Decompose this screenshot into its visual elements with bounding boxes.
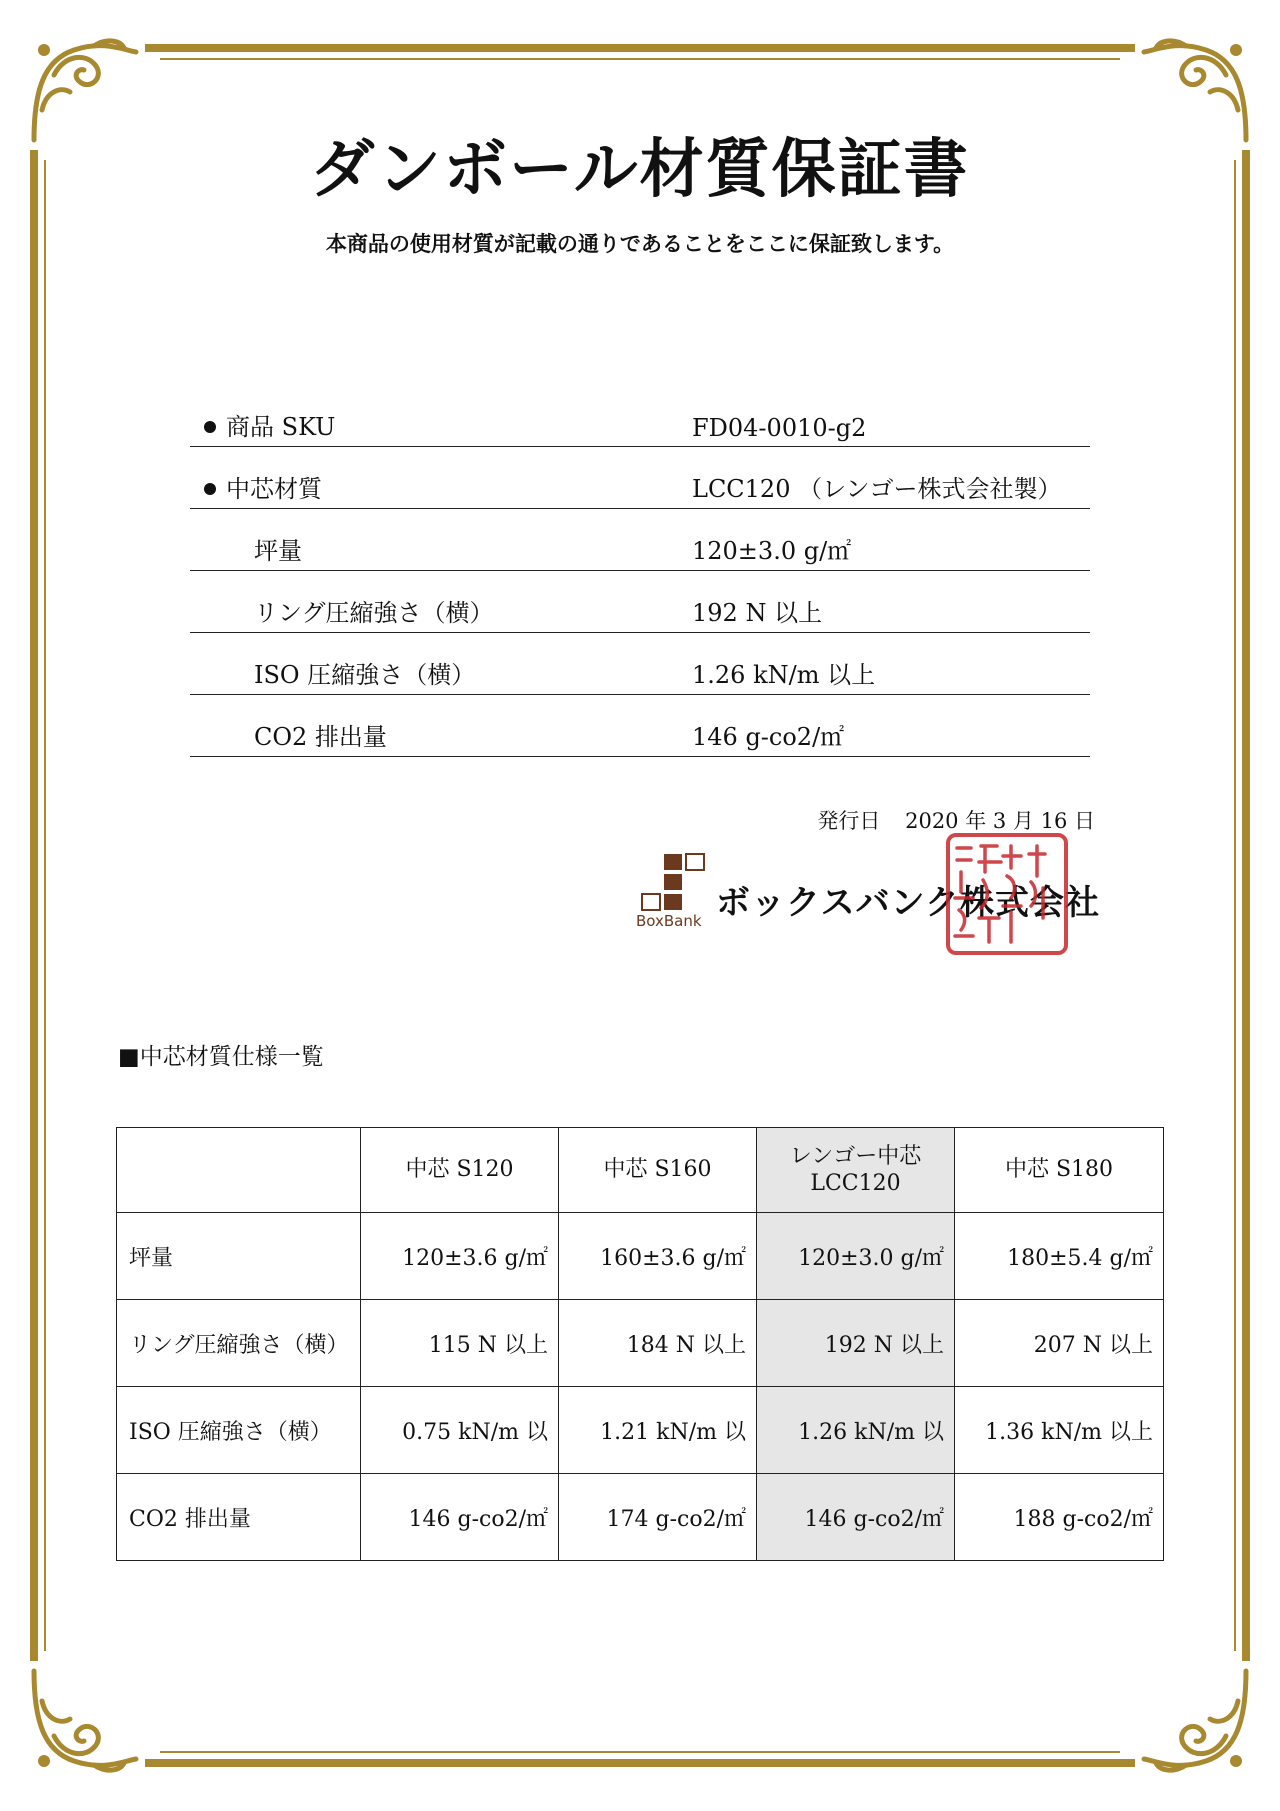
company-name: ボックスバンク株式会社 <box>716 883 1100 923</box>
table-cell: 160±3.6 g/㎡ <box>559 1213 757 1300</box>
table-header-line: LCC120 <box>810 1171 901 1196</box>
table-header: 中芯 S120 <box>361 1128 559 1213</box>
table-cell: 1.21 kN/m 以 <box>559 1387 757 1474</box>
table-row <box>117 1213 1164 1300</box>
frame-bottom-inner <box>160 1751 1120 1753</box>
spec-label: リング圧縮強さ（横） <box>254 599 494 627</box>
logo-text: BoxBank <box>636 912 702 930</box>
row-label: 坪量 <box>117 1213 361 1300</box>
spec-value: 120±3.0 g/㎡ <box>692 537 852 565</box>
spec-label: ISO 圧縮強さ（横） <box>254 661 476 689</box>
table-cell: 0.75 kN/m 以 <box>361 1387 559 1474</box>
table-cell: 115 N 以上 <box>361 1300 559 1387</box>
spec-value: LCC120 （レンゴー株式会社製） <box>692 475 1062 503</box>
frame-right <box>1242 150 1250 1661</box>
table-row <box>117 1387 1164 1474</box>
corner-ornament-icon <box>24 1661 144 1781</box>
spec-row-co2 <box>190 695 1090 757</box>
table-cell: 184 N 以上 <box>559 1300 757 1387</box>
table-header-highlight <box>757 1128 955 1213</box>
table-cell: 207 N 以上 <box>955 1300 1164 1387</box>
table-cell-highlight: 146 g-co2/㎡ <box>757 1474 955 1561</box>
spec-row-sku <box>190 385 1090 447</box>
table-header-corner <box>117 1128 361 1213</box>
spec-label: 商品 SKU <box>226 413 336 441</box>
table-cell-highlight: 120±3.0 g/㎡ <box>757 1213 955 1300</box>
company-seal-icon <box>945 832 1069 956</box>
issue-date-label: 発行日 <box>817 809 881 833</box>
spec-label: 中芯材質 <box>226 475 322 503</box>
table-cell: 180±5.4 g/㎡ <box>955 1213 1164 1300</box>
issue-date <box>811 805 1095 835</box>
frame-left-inner <box>44 160 46 1651</box>
table-cell: 146 g-co2/㎡ <box>361 1474 559 1561</box>
issue-date-value: 2020 年 3 月 16 日 <box>905 809 1095 833</box>
spec-label: CO2 排出量 <box>254 723 387 751</box>
spec-row-ring-crush <box>190 571 1090 633</box>
frame-bottom <box>145 1759 1135 1767</box>
document-subtitle: 本商品の使用材質が記載の通りであることをここに保証致します。 <box>325 232 955 256</box>
frame-top-inner <box>160 58 1120 60</box>
row-label: リング圧縮強さ（横） <box>117 1300 361 1387</box>
table-header: 中芯 S180 <box>955 1128 1164 1213</box>
frame-left <box>30 150 38 1661</box>
table-cell-highlight: 1.26 kN/m 以 <box>757 1387 955 1474</box>
table-header-row <box>117 1128 1164 1213</box>
table-cell-highlight: 192 N 以上 <box>757 1300 955 1387</box>
spec-row-material <box>190 447 1090 509</box>
table-cell: 174 g-co2/㎡ <box>559 1474 757 1561</box>
table-row <box>117 1474 1164 1561</box>
spec-label: 坪量 <box>254 537 302 565</box>
spec-value: 1.26 kN/m 以上 <box>692 661 876 689</box>
row-label: ISO 圧縮強さ（横） <box>117 1387 361 1474</box>
frame-top <box>145 44 1135 52</box>
materials-table-title: ■中芯材質仕様一覧 <box>118 1044 324 1070</box>
spec-row-basis-weight <box>190 509 1090 571</box>
table-cell: 120±3.6 g/㎡ <box>361 1213 559 1300</box>
frame-right-inner <box>1234 160 1236 1651</box>
table-cell: 188 g-co2/㎡ <box>955 1474 1164 1561</box>
bullet-icon <box>204 483 216 495</box>
document-title: ダンボール材質保証書 <box>310 132 970 207</box>
materials-table <box>116 1127 1164 1561</box>
spec-value: FD04-0010-g2 <box>692 414 867 442</box>
table-row <box>117 1300 1164 1387</box>
bullet-icon <box>204 421 216 433</box>
spec-row-iso-crush <box>190 633 1090 695</box>
spec-list <box>190 385 1090 757</box>
table-cell: 1.36 kN/m 以上 <box>955 1387 1164 1474</box>
spec-value: 146 g-co2/㎡ <box>692 723 845 751</box>
row-label: CO2 排出量 <box>117 1474 361 1561</box>
table-header-line: レンゴー中芯 <box>789 1143 922 1169</box>
corner-ornament-icon <box>1136 1661 1256 1781</box>
table-header: 中芯 S160 <box>559 1128 757 1213</box>
spec-value: 192 N 以上 <box>692 599 823 627</box>
